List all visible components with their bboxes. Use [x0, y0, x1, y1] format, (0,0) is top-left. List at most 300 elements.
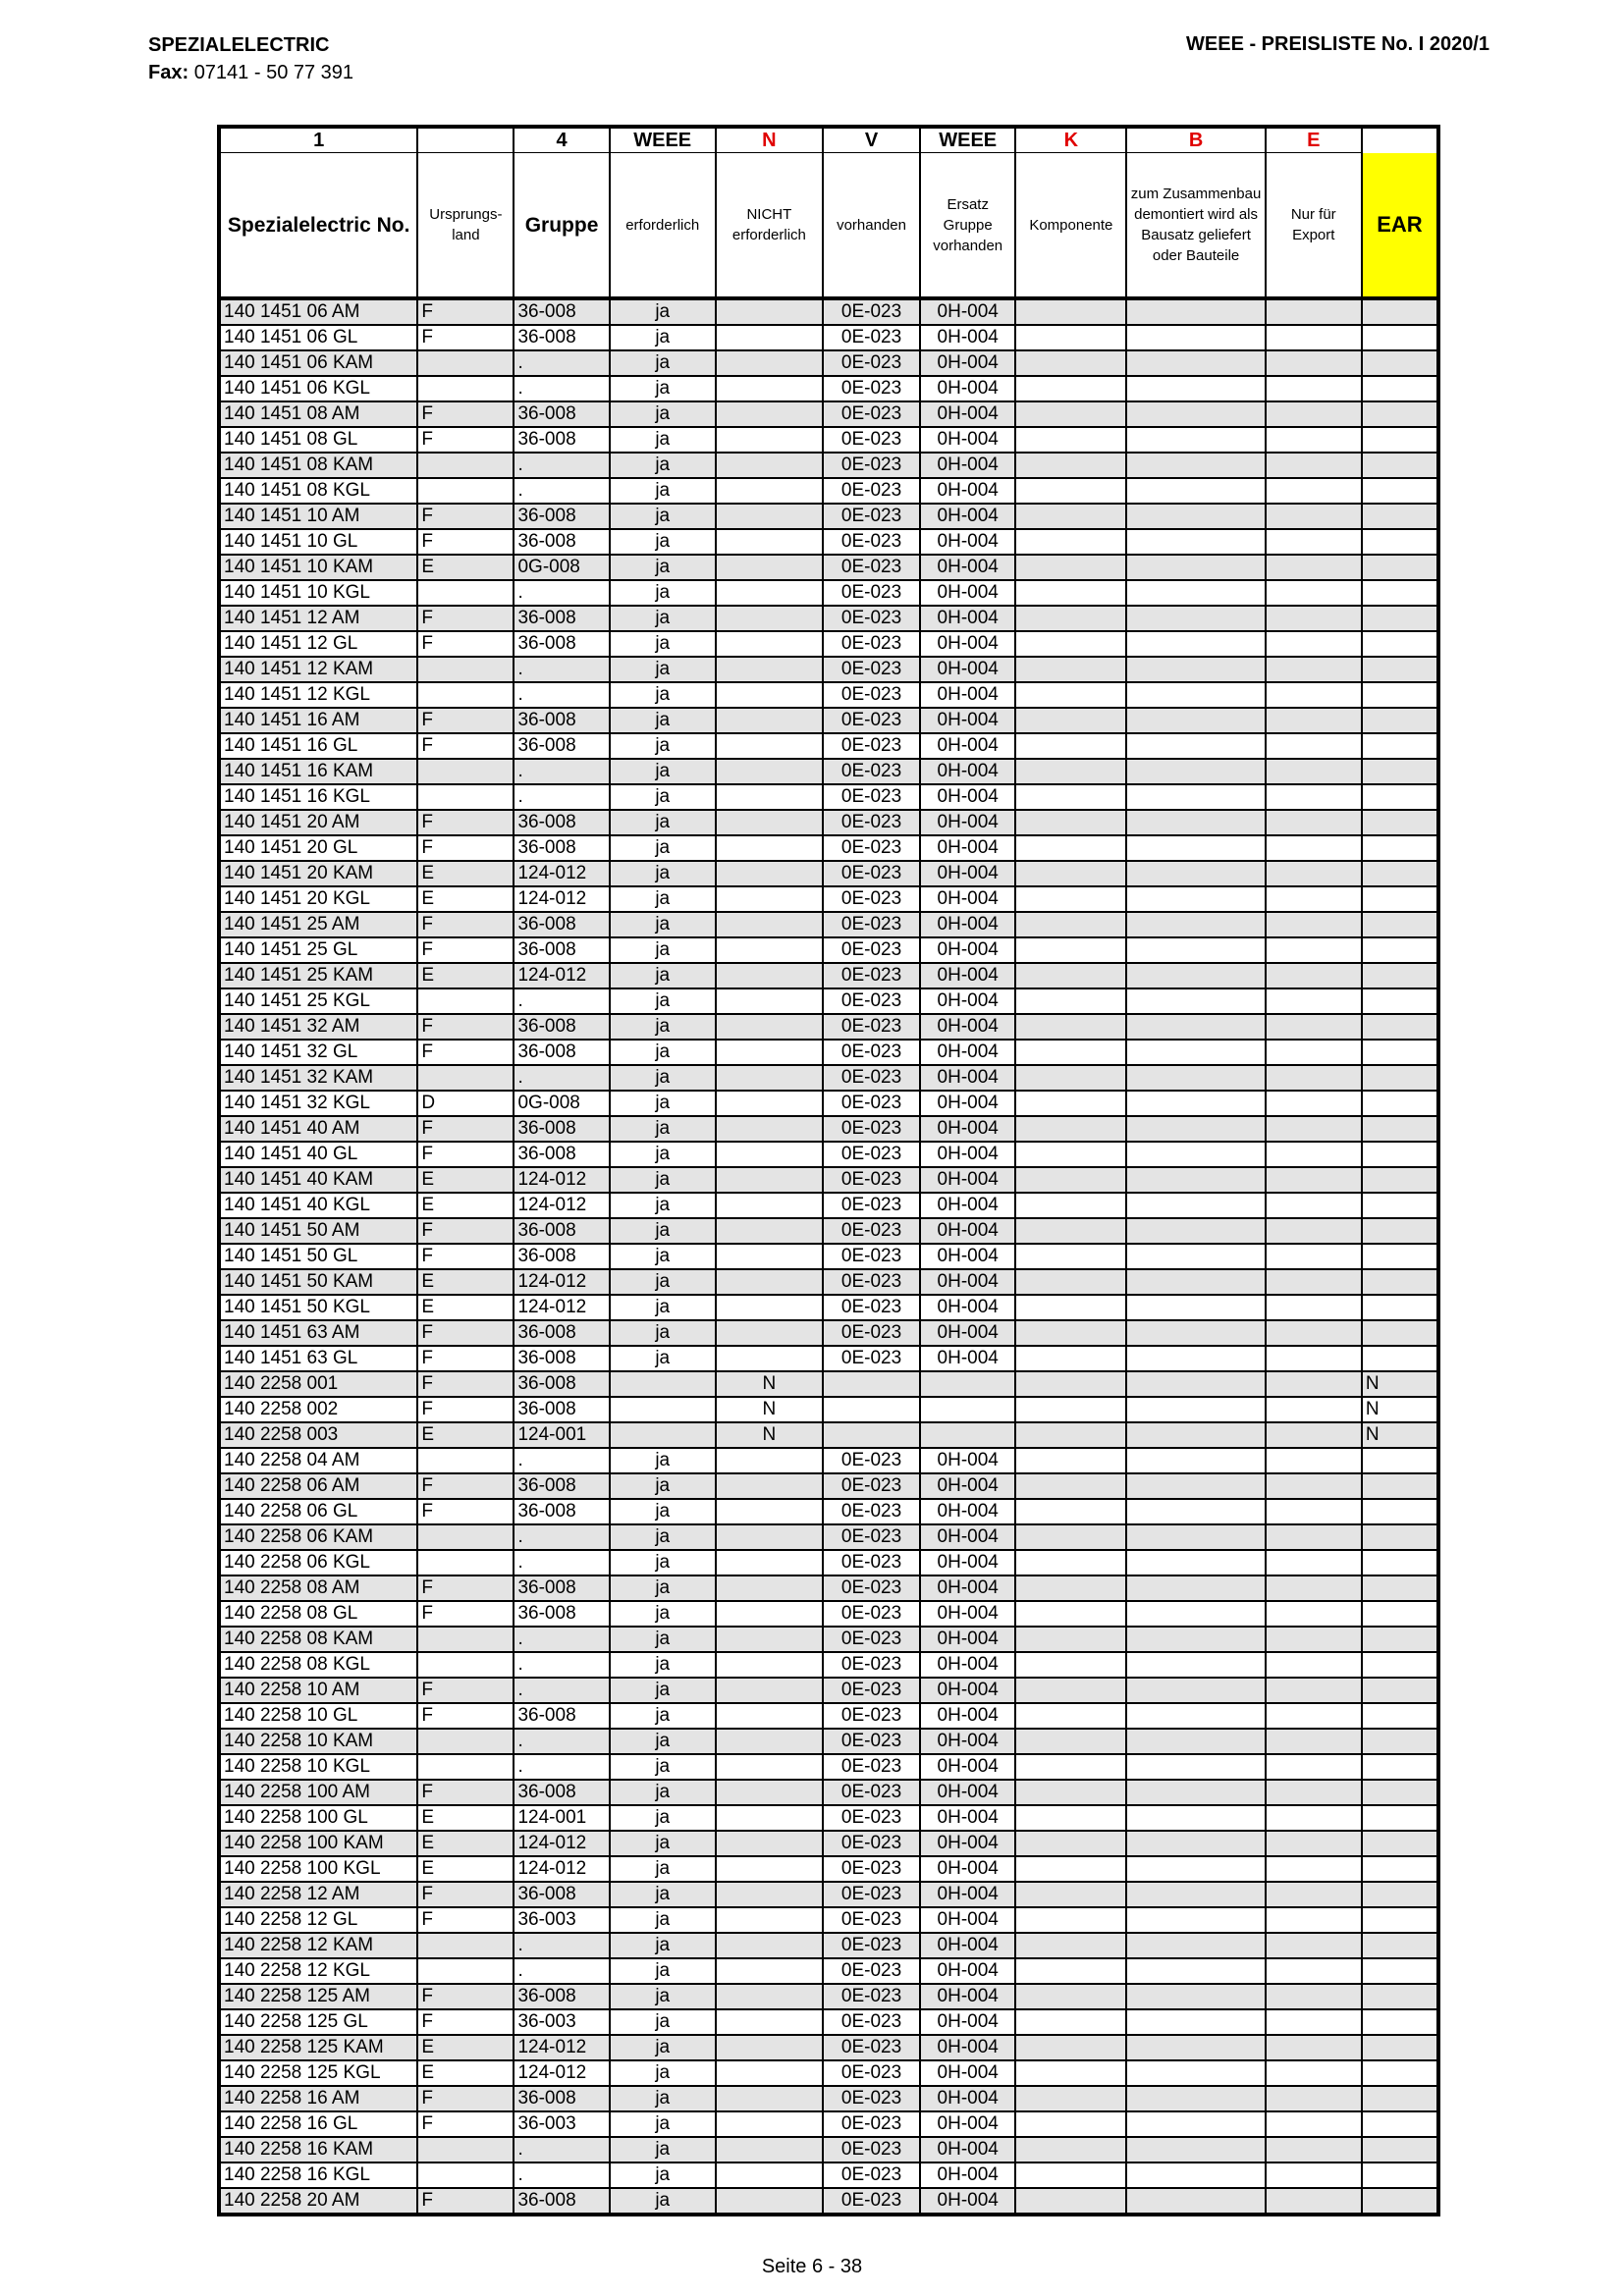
cell-replacement-group: 0H-004: [920, 1678, 1015, 1703]
cell-group: .: [514, 1627, 609, 1652]
table-row: [219, 1116, 1438, 1142]
cell-group: .: [514, 1652, 609, 1678]
cell-not-required: N: [716, 1397, 823, 1422]
cell-ear: [1362, 2188, 1438, 2215]
cell-export: [1266, 912, 1362, 937]
cell-available: 0E-023: [823, 2009, 920, 2035]
cell-assembly: [1126, 988, 1265, 1014]
cell-required: ja: [610, 2035, 716, 2060]
cell-number: 140 1451 16 GL: [219, 733, 417, 759]
cell-assembly: [1126, 325, 1265, 350]
table-row: [219, 427, 1438, 453]
cell-export: [1266, 1091, 1362, 1116]
cell-group: 124-012: [514, 963, 609, 988]
cell-ear: [1362, 1907, 1438, 1933]
cell-available: 0E-023: [823, 1678, 920, 1703]
cell-origin: E: [417, 1856, 514, 1882]
cell-component: [1015, 1269, 1126, 1295]
cell-group: .: [514, 1448, 609, 1473]
cell-assembly: [1126, 1524, 1265, 1550]
cell-component: [1015, 1473, 1126, 1499]
cell-component: [1015, 2163, 1126, 2188]
cell-assembly: [1126, 1040, 1265, 1065]
cell-component: [1015, 1142, 1126, 1167]
table-row: [219, 1014, 1438, 1040]
cell-export: [1266, 1295, 1362, 1320]
cell-available: 0E-023: [823, 1703, 920, 1729]
cell-number: 140 1451 08 KAM: [219, 453, 417, 478]
cell-ear: [1362, 1524, 1438, 1550]
cell-replacement-group: 0H-004: [920, 1499, 1015, 1524]
cell-number: 140 1451 12 AM: [219, 606, 417, 631]
cell-component: [1015, 937, 1126, 963]
cell-origin: E: [417, 1422, 514, 1448]
cell-replacement-group: [920, 1397, 1015, 1422]
cell-origin: F: [417, 325, 514, 350]
table-row: [219, 1346, 1438, 1371]
cell-export: [1266, 708, 1362, 733]
cell-number: 140 1451 10 AM: [219, 504, 417, 529]
cell-export: [1266, 1167, 1362, 1193]
cell-ear: [1362, 1269, 1438, 1295]
cell-export: [1266, 759, 1362, 784]
cell-available: 0E-023: [823, 1295, 920, 1320]
cell-component: [1015, 1091, 1126, 1116]
table-row: [219, 606, 1438, 631]
cell-group: 36-008: [514, 1040, 609, 1065]
cell-component: [1015, 2111, 1126, 2137]
cell-not-required: [716, 1958, 823, 1984]
cell-available: 0E-023: [823, 912, 920, 937]
cell-not-required: [716, 427, 823, 453]
cell-not-required: [716, 963, 823, 988]
cell-ear: [1362, 886, 1438, 912]
cell-ear: [1362, 1729, 1438, 1754]
table-row: [219, 504, 1438, 529]
cell-ear: [1362, 2060, 1438, 2086]
cell-origin: [417, 759, 514, 784]
cell-ear: [1362, 963, 1438, 988]
code-header: [1362, 127, 1438, 153]
cell-ear: [1362, 1831, 1438, 1856]
cell-required: ja: [610, 580, 716, 606]
cell-origin: F: [417, 835, 514, 861]
cell-component: [1015, 1729, 1126, 1754]
table-row: [219, 1831, 1438, 1856]
cell-required: ja: [610, 861, 716, 886]
cell-assembly: [1126, 1295, 1265, 1320]
cell-available: 0E-023: [823, 606, 920, 631]
column-label-row: [219, 153, 1438, 299]
cell-assembly: [1126, 350, 1265, 376]
cell-not-required: [716, 2060, 823, 2086]
cell-required: ja: [610, 2163, 716, 2188]
cell-number: 140 2258 08 GL: [219, 1601, 417, 1627]
cell-origin: E: [417, 2060, 514, 2086]
cell-replacement-group: 0H-004: [920, 1065, 1015, 1091]
cell-available: 0E-023: [823, 1193, 920, 1218]
cell-replacement-group: 0H-004: [920, 759, 1015, 784]
table-row: [219, 1627, 1438, 1652]
cell-export: [1266, 478, 1362, 504]
cell-number: 140 1451 06 KAM: [219, 350, 417, 376]
table-row: [219, 733, 1438, 759]
cell-origin: F: [417, 1882, 514, 1907]
cell-available: 0E-023: [823, 1575, 920, 1601]
cell-export: [1266, 401, 1362, 427]
cell-group: 124-001: [514, 1422, 609, 1448]
cell-number: 140 2258 100 GL: [219, 1805, 417, 1831]
cell-replacement-group: 0H-004: [920, 1448, 1015, 1473]
code-header: N: [716, 127, 823, 153]
cell-assembly: [1126, 1014, 1265, 1040]
table-row: [219, 963, 1438, 988]
cell-assembly: [1126, 1703, 1265, 1729]
cell-group: 124-012: [514, 1831, 609, 1856]
table-row: [219, 1805, 1438, 1831]
cell-replacement-group: 0H-004: [920, 1091, 1015, 1116]
cell-component: [1015, 2086, 1126, 2111]
cell-component: [1015, 1933, 1126, 1958]
cell-export: [1266, 784, 1362, 810]
cell-export: [1266, 2035, 1362, 2060]
cell-assembly: [1126, 1754, 1265, 1780]
cell-assembly: [1126, 529, 1265, 555]
cell-replacement-group: 0H-004: [920, 1269, 1015, 1295]
cell-number: 140 2258 16 KGL: [219, 2163, 417, 2188]
cell-assembly: [1126, 427, 1265, 453]
cell-required: [610, 1422, 716, 1448]
table-row: [219, 1499, 1438, 1524]
cell-export: [1266, 453, 1362, 478]
cell-export: [1266, 1320, 1362, 1346]
cell-group: 124-012: [514, 2060, 609, 2086]
cell-component: [1015, 2060, 1126, 2086]
cell-replacement-group: 0H-004: [920, 1907, 1015, 1933]
cell-required: ja: [610, 1142, 716, 1167]
cell-component: [1015, 912, 1126, 937]
cell-assembly: [1126, 1269, 1265, 1295]
cell-assembly: [1126, 2086, 1265, 2111]
cell-not-required: [716, 1524, 823, 1550]
cell-available: 0E-023: [823, 1882, 920, 1907]
cell-available: 0E-023: [823, 1065, 920, 1091]
cell-assembly: [1126, 1805, 1265, 1831]
cell-number: 140 1451 32 KGL: [219, 1091, 417, 1116]
cell-export: [1266, 1448, 1362, 1473]
table-row: [219, 2111, 1438, 2137]
cell-export: [1266, 1040, 1362, 1065]
cell-replacement-group: 0H-004: [920, 2009, 1015, 2035]
cell-component: [1015, 682, 1126, 708]
cell-not-required: [716, 835, 823, 861]
cell-ear: [1362, 1040, 1438, 1065]
cell-not-required: [716, 810, 823, 835]
cell-required: ja: [610, 325, 716, 350]
cell-group: 36-008: [514, 1244, 609, 1269]
cell-group: 36-008: [514, 912, 609, 937]
cell-assembly: [1126, 1907, 1265, 1933]
table-row: [219, 1984, 1438, 2009]
cell-component: [1015, 1218, 1126, 1244]
cell-origin: E: [417, 886, 514, 912]
cell-not-required: [716, 937, 823, 963]
cell-required: ja: [610, 1116, 716, 1142]
cell-replacement-group: 0H-004: [920, 1933, 1015, 1958]
cell-assembly: [1126, 1601, 1265, 1627]
cell-required: ja: [610, 1729, 716, 1754]
cell-origin: F: [417, 1346, 514, 1371]
cell-not-required: [716, 1907, 823, 1933]
cell-available: 0E-023: [823, 1754, 920, 1780]
cell-available: 0E-023: [823, 937, 920, 963]
cell-available: 0E-023: [823, 1856, 920, 1882]
cell-ear: [1362, 2111, 1438, 2137]
cell-available: 0E-023: [823, 886, 920, 912]
cell-ear: [1362, 1933, 1438, 1958]
cell-component: [1015, 835, 1126, 861]
cell-group: 36-008: [514, 1601, 609, 1627]
cell-export: [1266, 580, 1362, 606]
cell-replacement-group: 0H-004: [920, 1831, 1015, 1856]
cell-assembly: [1126, 1958, 1265, 1984]
cell-required: ja: [610, 2137, 716, 2163]
cell-group: 36-003: [514, 1907, 609, 1933]
cell-replacement-group: 0H-004: [920, 1550, 1015, 1575]
cell-ear: [1362, 2163, 1438, 2188]
column-header-number: Spezialelectric No.: [219, 153, 417, 299]
cell-origin: [417, 2137, 514, 2163]
cell-replacement-group: 0H-004: [920, 478, 1015, 504]
cell-ear: [1362, 1958, 1438, 1984]
cell-required: ja: [610, 2009, 716, 2035]
cell-export: [1266, 1984, 1362, 2009]
cell-origin: [417, 1065, 514, 1091]
cell-origin: F: [417, 1320, 514, 1346]
table-row: [219, 2188, 1438, 2215]
cell-assembly: [1126, 810, 1265, 835]
cell-assembly: [1126, 2060, 1265, 2086]
cell-group: 36-008: [514, 1397, 609, 1422]
cell-ear: [1362, 1320, 1438, 1346]
table-row: [219, 1269, 1438, 1295]
cell-ear: [1362, 631, 1438, 657]
cell-origin: F: [417, 606, 514, 631]
cell-replacement-group: 0H-004: [920, 1244, 1015, 1269]
cell-available: [823, 1397, 920, 1422]
cell-available: 0E-023: [823, 708, 920, 733]
cell-required: ja: [610, 1831, 716, 1856]
cell-export: [1266, 376, 1362, 401]
cell-component: [1015, 1524, 1126, 1550]
cell-component: [1015, 1320, 1126, 1346]
cell-origin: [417, 657, 514, 682]
table-row: [219, 657, 1438, 682]
cell-not-required: [716, 988, 823, 1014]
cell-origin: E: [417, 1295, 514, 1320]
cell-group: 124-001: [514, 1805, 609, 1831]
cell-assembly: [1126, 1729, 1265, 1754]
cell-origin: F: [417, 529, 514, 555]
cell-component: [1015, 1014, 1126, 1040]
cell-export: [1266, 1933, 1362, 1958]
cell-not-required: [716, 1091, 823, 1116]
cell-origin: F: [417, 2111, 514, 2137]
cell-available: 0E-023: [823, 1448, 920, 1473]
cell-group: 36-008: [514, 606, 609, 631]
cell-export: [1266, 504, 1362, 529]
cell-number: 140 2258 003: [219, 1422, 417, 1448]
cell-required: ja: [610, 682, 716, 708]
cell-required: ja: [610, 1091, 716, 1116]
cell-not-required: [716, 2009, 823, 2035]
table-row: [219, 2060, 1438, 2086]
cell-replacement-group: 0H-004: [920, 2188, 1015, 2215]
cell-component: [1015, 759, 1126, 784]
cell-component: [1015, 784, 1126, 810]
cell-assembly: [1126, 784, 1265, 810]
cell-number: 140 2258 100 AM: [219, 1780, 417, 1805]
cell-not-required: [716, 1448, 823, 1473]
cell-replacement-group: 0H-004: [920, 376, 1015, 401]
cell-export: [1266, 1371, 1362, 1397]
cell-number: 140 2258 06 GL: [219, 1499, 417, 1524]
code-header: [417, 127, 514, 153]
cell-origin: [417, 1448, 514, 1473]
cell-origin: F: [417, 631, 514, 657]
cell-not-required: [716, 478, 823, 504]
cell-required: ja: [610, 657, 716, 682]
price-list-table: [217, 125, 1440, 2216]
cell-export: [1266, 298, 1362, 325]
cell-ear: [1362, 2086, 1438, 2111]
table-row: [219, 1142, 1438, 1167]
cell-number: 140 1451 25 AM: [219, 912, 417, 937]
cell-group: 36-008: [514, 1142, 609, 1167]
cell-number: 140 2258 125 KAM: [219, 2035, 417, 2060]
code-header: 4: [514, 127, 609, 153]
cell-group: .: [514, 376, 609, 401]
cell-group: 0G-008: [514, 555, 609, 580]
cell-export: [1266, 2188, 1362, 2215]
cell-group: 124-012: [514, 886, 609, 912]
cell-replacement-group: 0H-004: [920, 1575, 1015, 1601]
cell-replacement-group: 0H-004: [920, 427, 1015, 453]
cell-number: 140 2258 125 KGL: [219, 2060, 417, 2086]
table-row: [219, 350, 1438, 376]
cell-component: [1015, 478, 1126, 504]
cell-component: [1015, 325, 1126, 350]
cell-number: 140 2258 002: [219, 1397, 417, 1422]
cell-ear: [1362, 1346, 1438, 1371]
cell-required: ja: [610, 1065, 716, 1091]
cell-group: 124-012: [514, 1167, 609, 1193]
cell-not-required: [716, 1167, 823, 1193]
cell-component: [1015, 1040, 1126, 1065]
cell-group: 124-012: [514, 1856, 609, 1882]
cell-number: 140 1451 32 GL: [219, 1040, 417, 1065]
cell-replacement-group: [920, 1422, 1015, 1448]
cell-required: ja: [610, 1014, 716, 1040]
cell-not-required: [716, 1295, 823, 1320]
cell-replacement-group: 0H-004: [920, 1958, 1015, 1984]
cell-required: ja: [610, 1958, 716, 1984]
code-header: WEEE: [610, 127, 716, 153]
cell-origin: F: [417, 401, 514, 427]
cell-origin: F: [417, 2188, 514, 2215]
cell-export: [1266, 861, 1362, 886]
cell-group: .: [514, 759, 609, 784]
cell-group: .: [514, 350, 609, 376]
cell-required: [610, 1397, 716, 1422]
cell-assembly: [1126, 1473, 1265, 1499]
cell-group: .: [514, 1729, 609, 1754]
cell-number: 140 1451 16 KGL: [219, 784, 417, 810]
cell-replacement-group: 0H-004: [920, 1703, 1015, 1729]
cell-not-required: [716, 1627, 823, 1652]
cell-group: 36-008: [514, 835, 609, 861]
cell-available: 0E-023: [823, 325, 920, 350]
cell-available: 0E-023: [823, 657, 920, 682]
cell-available: [823, 1422, 920, 1448]
cell-assembly: [1126, 401, 1265, 427]
table-row: [219, 325, 1438, 350]
cell-not-required: [716, 2111, 823, 2137]
cell-not-required: [716, 1933, 823, 1958]
cell-group: 36-008: [514, 2188, 609, 2215]
cell-not-required: [716, 1218, 823, 1244]
cell-required: ja: [610, 988, 716, 1014]
cell-component: [1015, 298, 1126, 325]
cell-available: 0E-023: [823, 733, 920, 759]
cell-available: 0E-023: [823, 631, 920, 657]
cell-group: 36-008: [514, 1780, 609, 1805]
cell-available: 0E-023: [823, 784, 920, 810]
cell-assembly: [1126, 1193, 1265, 1218]
cell-export: [1266, 937, 1362, 963]
cell-group: 36-008: [514, 1218, 609, 1244]
cell-assembly: [1126, 708, 1265, 733]
column-header-origin: Ursprungs-land: [417, 153, 514, 299]
column-header-group: Gruppe: [514, 153, 609, 299]
cell-required: ja: [610, 1167, 716, 1193]
cell-replacement-group: 0H-004: [920, 325, 1015, 350]
cell-number: 140 2258 16 KAM: [219, 2137, 417, 2163]
cell-component: [1015, 606, 1126, 631]
cell-available: 0E-023: [823, 1831, 920, 1856]
cell-required: ja: [610, 1550, 716, 1575]
cell-origin: [417, 988, 514, 1014]
cell-required: ja: [610, 350, 716, 376]
cell-assembly: [1126, 2111, 1265, 2137]
cell-component: [1015, 1346, 1126, 1371]
cell-ear: [1362, 1678, 1438, 1703]
cell-available: 0E-023: [823, 580, 920, 606]
table-row: [219, 298, 1438, 325]
cell-group: 36-003: [514, 2009, 609, 2035]
cell-component: [1015, 1448, 1126, 1473]
table-row: [219, 1320, 1438, 1346]
table-row: [219, 1218, 1438, 1244]
cell-available: 0E-023: [823, 376, 920, 401]
cell-origin: [417, 376, 514, 401]
table-row: [219, 682, 1438, 708]
cell-assembly: [1126, 606, 1265, 631]
cell-required: ja: [610, 1780, 716, 1805]
table-row: [219, 2086, 1438, 2111]
cell-required: ja: [610, 1856, 716, 1882]
cell-replacement-group: 0H-004: [920, 1524, 1015, 1550]
